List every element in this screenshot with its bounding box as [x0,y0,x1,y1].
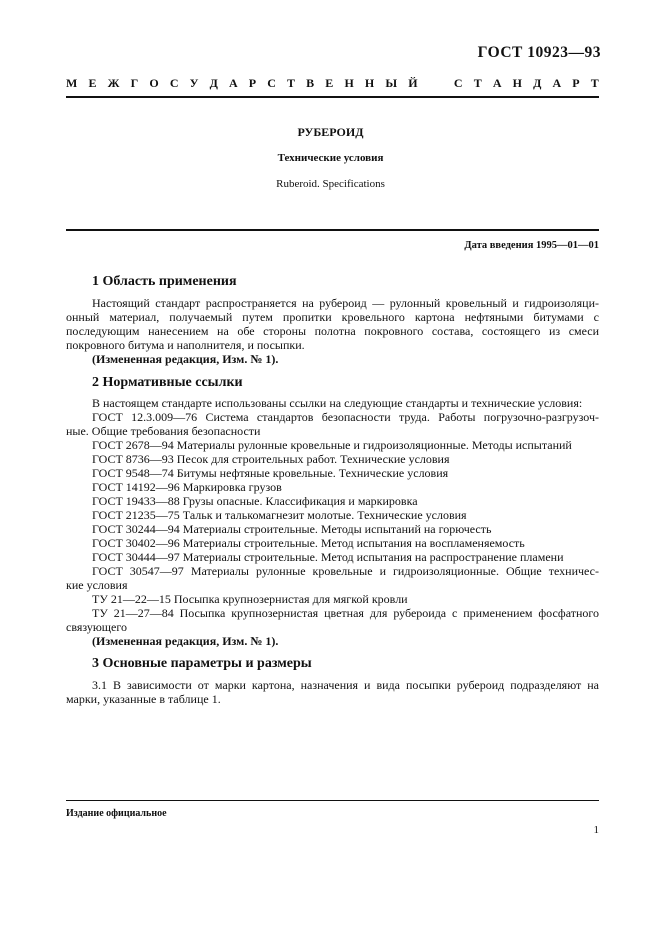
official-edition-label: Издание официальное [66,808,167,819]
section-2-revision: (Измененная редакция, Изм. № 1). [92,634,279,648]
banner-letter: Т [287,76,296,90]
section-1-line: покровного битума и наполнителя, и посыпки. [66,338,305,352]
banner-letter: Н [512,76,522,90]
banner-letter: Р [248,76,257,90]
page-number: 1 [593,824,599,836]
header-rule [66,96,599,98]
title-rule [66,229,599,231]
banner-letter: С [453,76,463,90]
banner-letter: Д [209,76,218,90]
section-1-line: последующим нанесением на обе стороны полотна покровного состава, состоящего из смеси [66,324,599,338]
reference-item: ГОСТ 9548—74 Битумы нефтяные кровельные. Технические условия [92,466,449,480]
section-1-line: онный материал, получаемый путем пропитки кровельного картона нефтяными битумами с [66,310,599,324]
reference-item: ГОСТ 30402—96 Материалы строительные. Метод испытания на воспламеняемость [92,536,525,550]
banner-letter: Г [130,76,139,90]
banner-letter: А [552,76,562,90]
reference-item: ГОСТ 30244—94 Материалы строительные. Методы испытаний на горючесть [92,522,492,536]
reference-item: ТУ 21—22—15 Посыпка крупнозернистая для мягкой кровли [92,592,408,606]
banner-letter: В [306,76,315,90]
english-title: Ruberoid. Specifications [276,178,385,190]
reference-item: ТУ 21—27—84 Посыпка крупнозернистая цветная для рубероида с применением фосфатного [92,606,599,620]
reference-item-continuation: связующего [66,620,127,634]
banner-letter: Т [590,76,599,90]
banner-letter: Ы [385,76,398,90]
banner-letter: О [149,76,159,90]
reference-item: ГОСТ 21235—75 Тальк и талькомагнезит молотые. Технические условия [92,508,467,522]
gost-code: ГОСТ 10923—93 [477,44,601,61]
document-subtitle: Технические условия [277,152,384,164]
banner-letter: С [267,76,276,90]
banner-letter: Н [364,76,375,90]
banner-letter: Е [325,76,334,90]
section-1-heading: 1 Область применения [92,274,237,289]
banner-letter: А [228,76,238,90]
banner-letter: А [492,76,502,90]
banner-letter: У [189,76,199,90]
reference-item: ГОСТ 2678—94 Материалы рулонные кровельные и гидроизоляционные. Методы испытаний [92,438,572,452]
banner-letter: Ж [107,76,120,90]
footer-rule [66,800,599,801]
document-title: РУБЕРОИД [297,125,364,139]
banner-letter: М [66,76,78,90]
section-2-intro: В настоящем стандарте использованы ссылки на следующие стандарты и технические условия: [92,396,583,410]
reference-item: ГОСТ 30547—97 Материалы рулонные кровельные и гидроизоляционные. Общие техничес- [92,564,599,578]
banner-letter: Н [344,76,354,90]
section-3-heading: 3 Основные параметры и размеры [92,656,312,671]
reference-item-continuation: кие условия [66,578,128,592]
reference-item: ГОСТ 12.3.009—76 Система стандартов безопасности труда. Работы погрузочно-разгрузоч- [92,410,599,424]
banner-letter: Е [88,76,97,90]
banner-letter: С [169,76,179,90]
interstate-standard-banner [66,76,599,91]
banner-letter: Т [473,76,482,90]
banner-letter: Й [408,76,418,90]
banner-letter: Д [533,76,542,90]
reference-item: ГОСТ 19433—88 Грузы опасные. Классификация и маркировка [92,494,418,508]
reference-item-continuation: ные. Общие требования безопасности [66,424,261,438]
banner-gap [429,76,443,91]
reference-item: ГОСТ 30444—97 Материалы строительные. Метод испытания на распространение пламени [92,550,564,564]
introduction-date: Дата введения 1995—01—01 [464,240,599,251]
section-1-revision: (Измененная редакция, Изм. № 1). [92,352,279,366]
reference-item: ГОСТ 8736—93 Песок для строительных работ. Технические условия [92,452,450,466]
section-3-line: 3.1 В зависимости от марки картона, назначения и вида посыпки рубероид подразделяют на [92,678,599,692]
section-2-heading: 2 Нормативные ссылки [92,375,243,390]
banner-letter: Р [572,76,580,90]
section-3-line: марки, указанные в таблице 1. [66,692,221,706]
reference-item: ГОСТ 14192—96 Маркировка грузов [92,480,282,494]
section-1-line: Настоящий стандарт распространяется на рубероид — рулонный кровельный и гидроизоляци- [92,296,599,310]
